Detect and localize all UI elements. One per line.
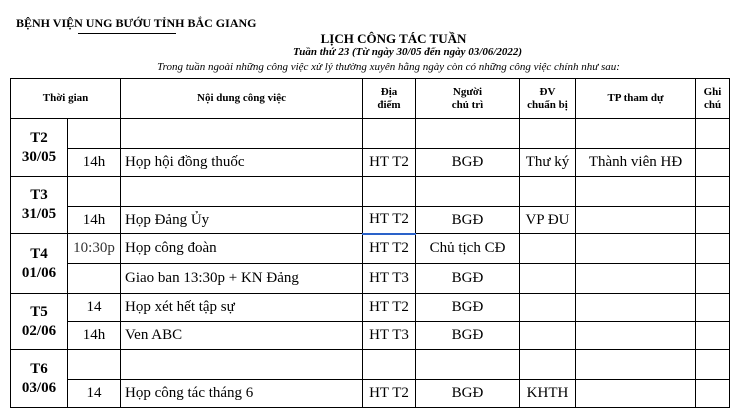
host-cell: BGĐ [416,322,520,350]
table-row [11,380,730,408]
time-cell: 14h [68,149,121,177]
table-row [11,149,730,177]
prep-cell: VP ĐU [520,207,576,234]
table-row [11,207,730,234]
note-cell [696,234,730,264]
place-cell: HT T2 [363,149,416,177]
host-cell: Chủ tịch CĐ [416,234,520,264]
host-cell: BGĐ [416,207,520,234]
week-subtitle: Tuần thứ 23 (Từ ngày 30/05 đến ngày 03/06/2022) [292,46,523,58]
day-cell: T4 01/06 [11,234,68,294]
participants-cell [576,234,696,264]
participants-cell [576,207,696,234]
header-time: Thời gian [11,79,121,119]
hospital-name: BỆNH VIỆN UNG BƯỚU TỈNH BẮC GIANG [16,16,257,30]
participants-cell [576,294,696,322]
note-cell [696,380,730,408]
note-cell [696,149,730,177]
content-cell: Họp công tác tháng 6 [121,380,363,408]
day-cell: T2 30/05 [11,119,68,177]
table-row [11,294,730,322]
header-prep: ĐV chuẩn bị [520,79,576,119]
host-cell: BGĐ [416,380,520,408]
day-cell: T6 03/06 [11,350,68,408]
host-cell: BGĐ [416,149,520,177]
schedule-table [10,78,730,408]
participants-cell: Thành viên HĐ [576,149,696,177]
table-row [11,177,730,207]
time-cell: 14h [68,322,121,350]
table-row [11,264,730,294]
note-cell [696,294,730,322]
place-cell: HT T3 [363,322,416,350]
prep-cell [520,264,576,294]
table-row [11,119,730,149]
note-cell [696,264,730,294]
day-cell: T3 31/05 [11,177,68,234]
time-cell: 14h [68,207,121,234]
content-cell: Họp Đảng Ủy [121,207,363,234]
table-row [11,234,730,264]
table-row [11,350,730,380]
time-cell: 14 [68,380,121,408]
participants-cell [576,380,696,408]
header-participants: TP tham dự [576,79,696,119]
place-cell: HT T2 [363,234,416,264]
page-title: LỊCH CÔNG TÁC TUẦN [320,31,467,46]
content-cell: Giao ban 13:30p + KN Đảng [121,264,363,294]
header-host: Người chủ trì [416,79,520,119]
header-content: Nội dung công việc [121,79,363,119]
host-cell: BGĐ [416,264,520,294]
participants-cell [576,264,696,294]
content-cell: Họp xét hết tập sự [121,294,363,322]
day-cell: T5 02/06 [11,294,68,350]
prep-cell [520,234,576,264]
prep-cell [520,322,576,350]
place-cell: HT T2 [363,380,416,408]
note-cell [696,207,730,234]
header-place: Địa điểm [363,79,416,119]
place-cell: HT T3 [363,264,416,294]
content-cell: Ven ABC [121,322,363,350]
place-cell: HT T2 [363,207,416,234]
prep-cell: Thư ký [520,149,576,177]
table-row [11,322,730,350]
content-cell: Họp công đoàn [121,234,363,264]
content-cell: Họp hội đồng thuốc [121,149,363,177]
host-cell: BGĐ [416,294,520,322]
participants-cell [576,322,696,350]
intro-text: Trong tuần ngoài những công việc xử lý thường xuyên hằng ngày còn có những công việc chính như sau: [157,61,620,73]
note-cell [696,322,730,350]
time-cell: 14 [68,294,121,322]
prep-cell: KHTH [520,380,576,408]
time-cell: 10:30p [68,234,121,264]
prep-cell [520,294,576,322]
table-header-row [11,79,730,119]
place-cell: HT T2 [363,294,416,322]
time-cell [68,264,121,294]
header-note: Ghi chú [696,79,730,119]
